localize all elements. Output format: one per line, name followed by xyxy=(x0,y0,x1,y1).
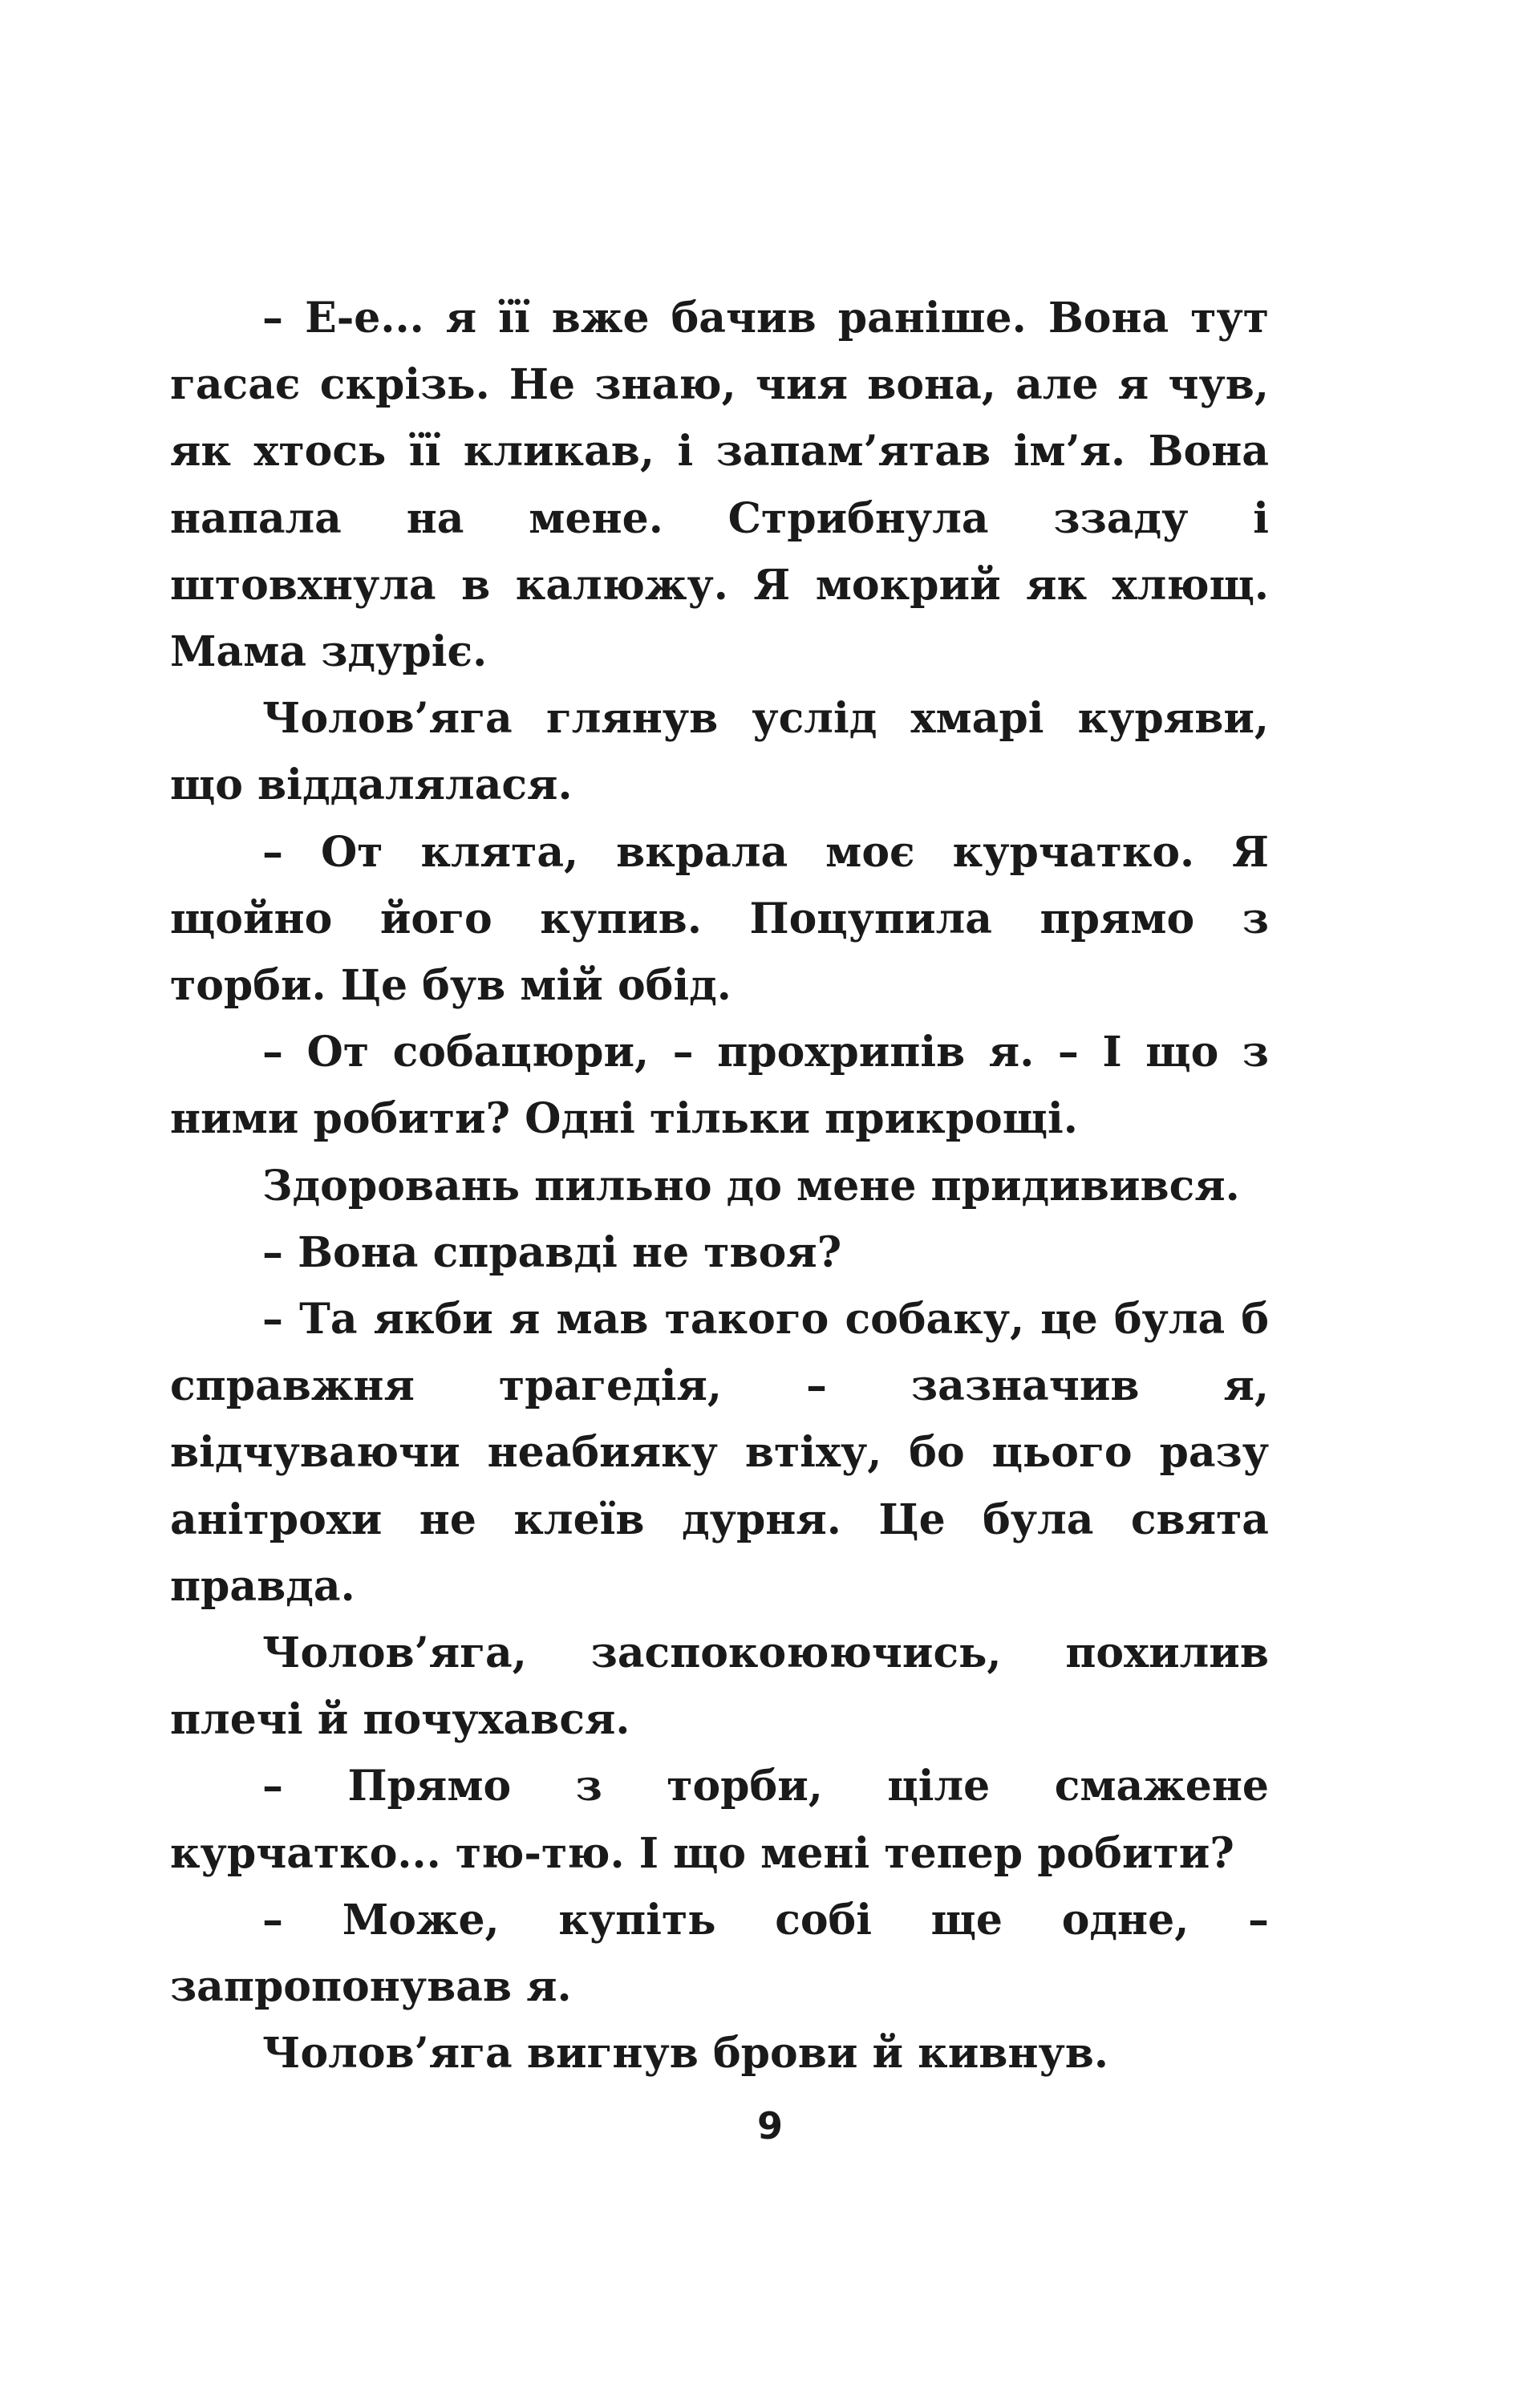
paragraph: – От собацюри, – прохрипів я. – І що з ними робити? Одні тільки прикрощі. xyxy=(170,1028,1269,1144)
page-number: 9 xyxy=(756,2104,783,2148)
paragraph: – Прямо з торби, ціле смажене курчатко... тю-тю. І що мені тепер робити? xyxy=(170,1762,1269,1878)
paragraph: – Та якби я мав такого собаку, це була б справжня трагедія, – зазначив я, відчуваючи неабияку втіху, бо цього разу анітрохи не клеїв дурня. Це була свята правда. xyxy=(170,1295,1269,1611)
paragraph: – От клята, вкрала моє курчатко. Я щойно його купив. Поцупила прямо з торби. Це був мій обід. xyxy=(170,827,1269,1011)
body-text xyxy=(170,285,1269,2087)
paragraph: – Вона справді не твоя? xyxy=(262,1227,842,1277)
paragraph: – Е-е... я її вже бачив раніше. Вона тут гасає скрізь. Не знаю, чия вона, але я чув, як хтось її кликав, і запам’ятав ім’я. Вона напала на мене. Стрибнула ззаду і штовхнула в калюжу. Я мокрий як хлющ. Мама здуріє. xyxy=(170,294,1269,677)
paragraph: Чолов’яга глянув услід хмарі куряви, що віддалялася. xyxy=(170,694,1269,810)
paragraph: – Може, купіть собі ще одне, – запропонував я. xyxy=(170,1895,1269,2012)
paragraph: Чолов’яга, заспокоюючись, похилив плечі й почухався. xyxy=(170,1628,1269,1745)
paragraph: Здоровань пильно до мене придивився. xyxy=(262,1161,1240,1211)
paragraph: Чолов’яга вигнув брови й кивнув. xyxy=(262,2029,1109,2079)
